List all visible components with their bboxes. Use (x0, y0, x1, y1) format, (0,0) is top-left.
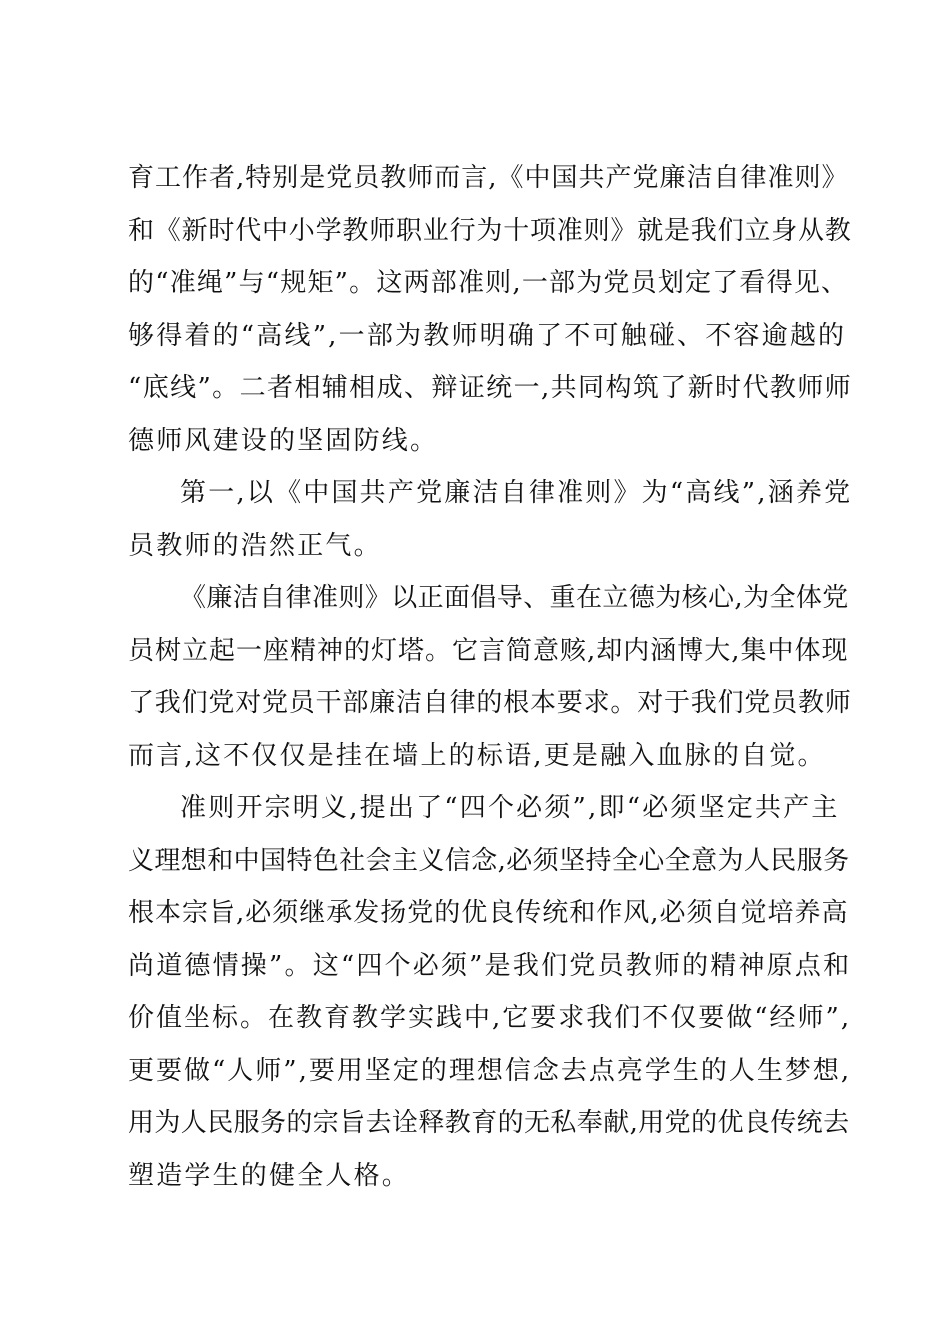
paragraph-line: 更要做“人师”,要用坚定的理想信念去点亮学生的人生梦想, (128, 1055, 852, 1086)
paragraph-line: 德师风建设的坚固防线。 (128, 425, 439, 456)
paragraph-line: 员教师的浩然正气。 (128, 530, 382, 561)
paragraph-first-line: 准则开宗明义,提出了“四个必须”,即“必须坚定共产主 (180, 793, 840, 823)
paragraph-line: 义理想和中国特色社会主义信念,必须坚持全心全意为人民服务 (128, 845, 850, 876)
paragraph-first-line: 第一,以《中国共产党廉洁自律准则》为“高线”,涵养党 (180, 478, 853, 508)
paragraph-line: 塑造学生的健全人格。 (128, 1160, 411, 1191)
paragraph-line: 够得着的“高线”,一部为教师明确了不可触碰、不容逾越的 (128, 320, 847, 351)
paragraph-line: 员树立起一座精神的灯塔。它言简意赅,却内涵博大,集中体现 (128, 635, 849, 666)
paragraph-first-line: 《廉洁自律准则》以正面倡导、重在立德为核心,为全体党 (180, 583, 849, 613)
paragraph-line: 育工作者,特别是党员教师而言,《中国共产党廉洁自律准则》 (128, 163, 849, 193)
paragraph-line: 的“准绳”与“规矩”。这两部准则,一部为党员划定了看得见、 (128, 268, 849, 298)
paragraph-line: 了我们党对党员干部廉洁自律的根本要求。对于我们党员教师 (128, 688, 852, 718)
paragraph-line: 根本宗旨,必须继承发扬党的优良传统和作风,必须自觉培养高 (128, 898, 849, 928)
paragraph-line: 尚道德情操”。这“四个必须”是我们党员教师的精神原点和 (128, 950, 852, 981)
paragraph-line: 和《新时代中小学教师职业行为十项准则》就是我们立身从教 (128, 215, 852, 246)
paragraph-line: 而言,这不仅仅是挂在墙上的标语,更是融入血脉的自觉。 (128, 740, 826, 771)
document-body (128, 152, 853, 1202)
paragraph-line: 价值坐标。在教育教学实践中,它要求我们不仅要做“经师”, (128, 1003, 852, 1033)
paragraph-line: “底线”。二者相辅相成、辩证统一,共同构筑了新时代教师师 (128, 373, 853, 403)
paragraph-line: 用为人民服务的宗旨去诠释教育的无私奉献,用党的优良传统去 (128, 1108, 850, 1138)
